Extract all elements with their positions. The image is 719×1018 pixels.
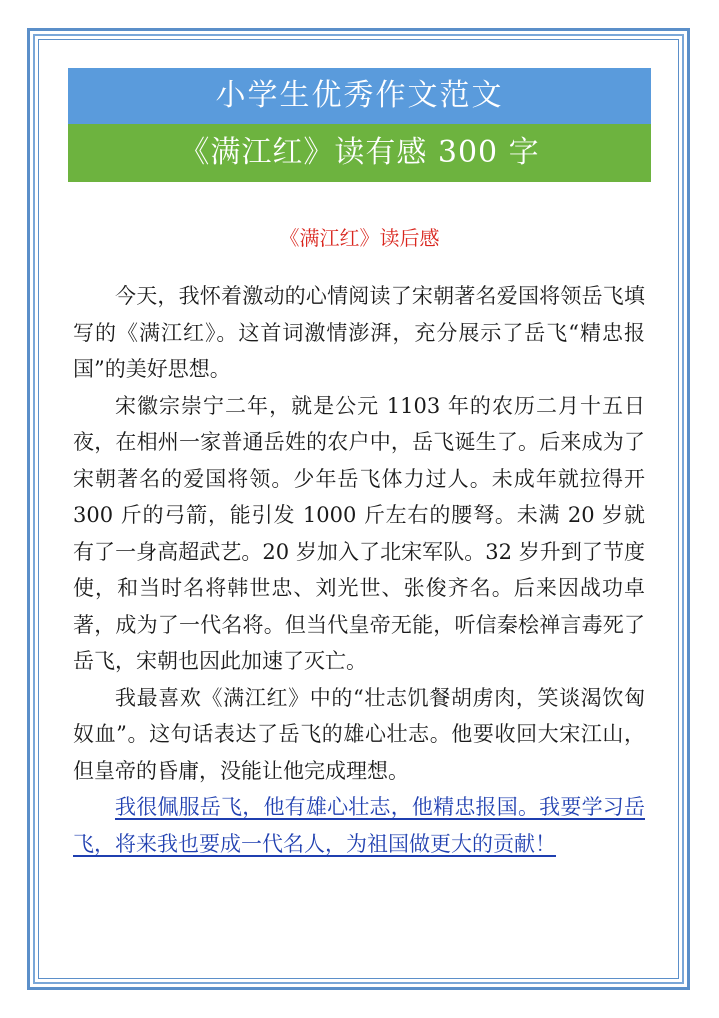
banner-title: 小学生优秀作文范文 [68, 68, 651, 124]
essay-title: 《满江红》读后感 [279, 226, 440, 250]
essay-paragraph-1: 今天，我怀着激动的心情阅读了宋朝著名爱国将领岳飞填写的《满江红》。这首词激情澎湃，充分展示了岳飞“精忠报国”的美好思想。 [73, 284, 645, 381]
essay-paragraph-2: 宋徽宗崇宁二年，就是公元 1103 年的农历二月十五日夜，在相州一家普通岳姓的农户中，岳飞诞生了。后来成为了宋朝著名的爱国将领。少年岳飞体力过人。未成年就拉得开 300 斤的弓箭，能引发 1000 斤左右的腰弩。未满 20 岁就有了一身高超武艺。20 岁加入了北宋军队。32 岁升到了节度使，和当时名将韩世忠、刘光世、张俊齐名。后来因战功卓著，成为了一代名将。但当代皇帝无能，听信秦桧禅言毒死了岳飞，宋朝也因此加速了灭亡。 [73, 393, 645, 673]
essay-body [73, 278, 645, 862]
essay-paragraph-3: 我最喜欢《满江红》中的“壮志饥餐胡虏肉，笑谈渴饮匈奴血”。这句话表达了岳飞的雄心壮志。他要收回大宋江山，但皇帝的昏庸，没能让他完成理想。 [73, 685, 645, 783]
banner-subtitle: 《满江红》读有感 300 字 [68, 124, 651, 182]
essay-closing-paragraph: 我很佩服岳飞，他有雄心壮志，他精忠报国。我要学习岳飞，将来我也要成一代名人，为祖国做更大的贡献！ [73, 795, 645, 856]
